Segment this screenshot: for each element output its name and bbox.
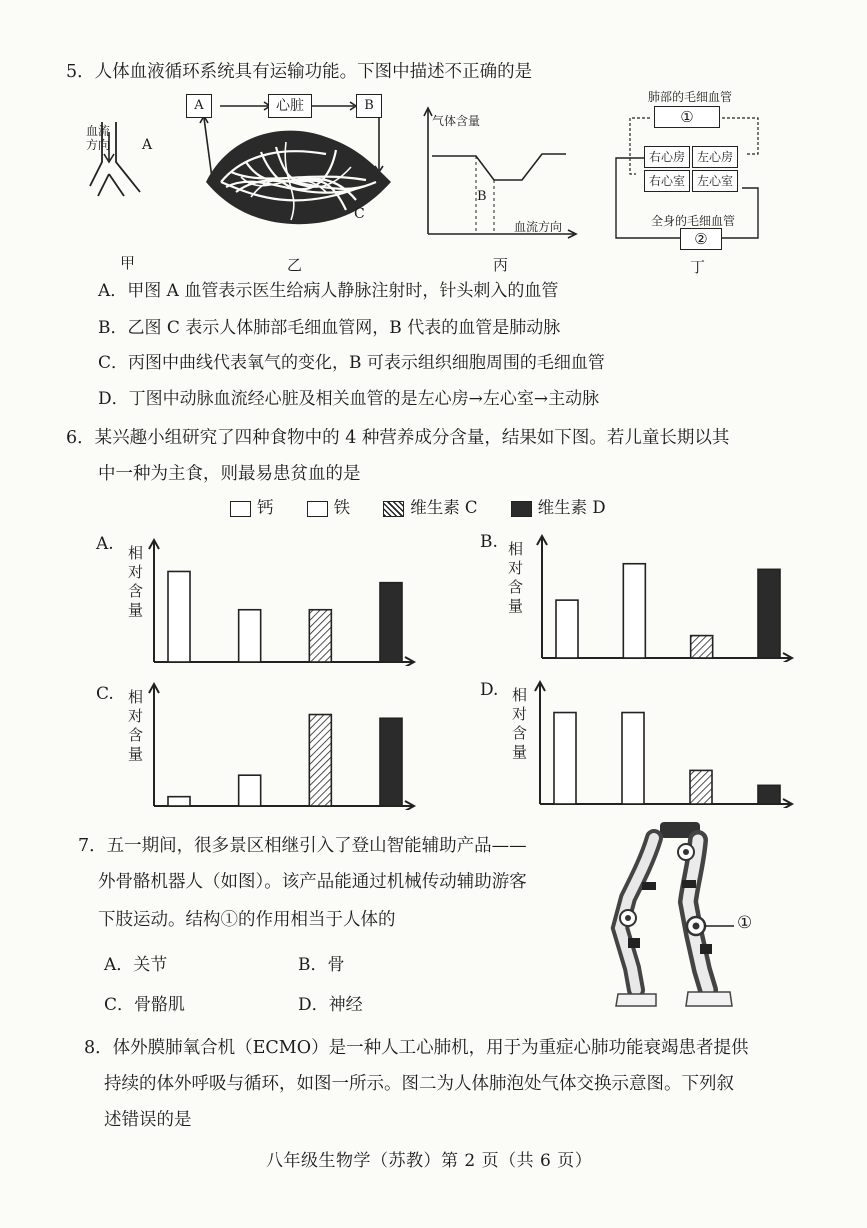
q6-stem-line2: 中一种为主食，则最易患贫血的是 (98, 464, 361, 484)
fig-ding-body-cap: 全身的毛细血管 (651, 214, 736, 228)
q8-line3: 述错误的是 (104, 1110, 192, 1130)
bar-vitamin-d (380, 583, 402, 662)
chart-c-title: C. (96, 684, 114, 704)
q5-option-a: A．甲图 A 血管表示医生给病人静脉注射时，针头刺入的血管 (98, 281, 559, 301)
legend-iron-swatch (307, 501, 328, 517)
fig-yi-label: 乙 (287, 256, 303, 274)
legend-calcium-swatch (230, 501, 251, 517)
q7-line3: 下肢运动。结构①的作用相当于人体的 (98, 910, 396, 930)
bar-vitamin-d (758, 785, 780, 804)
legend-iron (307, 494, 351, 518)
fig-jia-label: 甲 (120, 254, 136, 272)
q6-stem-line1: 6．某兴趣小组研究了四种食物中的 4 种营养成分含量，结果如下图。若儿童长期以其 (66, 428, 730, 448)
bar-vitamin-c (691, 636, 713, 658)
legend-vitd-swatch (511, 501, 532, 517)
chart-c-svg (148, 678, 418, 810)
q7-option-d: D．神经 (298, 995, 363, 1015)
q5-option-d: D．丁图中动脉血流经心脏及相关血管的是左心房→左心室→主动脉 (98, 389, 600, 409)
bar-calcium (168, 571, 190, 662)
legend-calcium-label: 钙 (257, 498, 274, 517)
chart-b-title: B. (480, 532, 498, 552)
chart-a-title: A. (96, 534, 114, 554)
fig-jia-A: A (142, 137, 153, 153)
page-footer: 八年级生物学（苏教）第 2 页（共 6 页） (266, 1151, 593, 1171)
q7-line1: 7．五一期间，很多景区相继引入了登山智能辅助产品—— (78, 836, 527, 856)
q5-option-c: C．丙图中曲线代表氧气的变化，B 可表示组织细胞周围的毛细血管 (98, 353, 605, 373)
fig-bing-ylabel: 气体含量 (432, 114, 481, 128)
fig-bing-label: 丙 (493, 256, 509, 274)
fig-ding-lung-cap: 肺部的毛细血管 (648, 90, 733, 104)
bar-iron (239, 610, 261, 662)
fig-bing-xlabel: 血流方向 (514, 220, 563, 234)
q7-option-c: C．骨骼肌 (104, 995, 186, 1015)
q7-option-a: A．关节 (104, 955, 168, 975)
legend-calcium (230, 494, 274, 518)
fig-bing-B: B (477, 189, 487, 204)
bar-vitamin-d (380, 718, 402, 806)
q6-legend (230, 494, 634, 518)
fig-yi-box-heart: 心脏 (268, 94, 312, 118)
fig-jia-flow-label: 血流 方向 (86, 124, 111, 152)
bar-vitamin-c (309, 715, 331, 806)
chart-d-ylabel: 相 对 含 量 (512, 686, 528, 761)
legend-vitc (383, 494, 477, 518)
chart-c-ylabel: 相 对 含 量 (128, 688, 144, 763)
q8-line1: 8．体外膜肺氧合机（ECMO）是一种人工心肺机，用于为重症心肺功能衰竭患者提供 (84, 1038, 749, 1058)
bar-iron (623, 564, 645, 658)
q5-stem: 5．人体血液循环系统具有运输功能。下图中描述不正确的是 (66, 62, 533, 82)
chart-d-svg (534, 676, 796, 808)
q7-line2: 外骨骼机器人（如图）。该产品能通过机械传动辅助游客 (98, 872, 527, 892)
legend-vitd (511, 494, 606, 518)
fig-yi-C: C (354, 206, 365, 222)
fig-ding-label: 丁 (690, 258, 706, 276)
bar-vitamin-c (309, 610, 331, 662)
fig-ding-rv: 右心室 (644, 170, 690, 192)
fig-ding-box-1: ① (654, 106, 720, 128)
chart-b-ylabel: 相 对 含 量 (508, 540, 524, 615)
exoskeleton-robot-image (598, 818, 758, 1010)
bar-vitamin-d (758, 569, 780, 658)
q5-option-b: B．乙图 C 表示人体肺部毛细血管网，B 代表的血管是肺动脉 (98, 318, 561, 338)
q7-option-b: B．骨 (298, 955, 345, 975)
fig-ding-lv: 左心室 (692, 170, 738, 192)
fig-yi-box-B: B (356, 94, 382, 118)
legend-iron-label: 铁 (333, 498, 351, 517)
chart-b-svg (536, 530, 796, 662)
bar-calcium (168, 797, 190, 806)
fig-yi-box-A: A (186, 94, 212, 118)
fig-ding-la: 左心房 (692, 146, 738, 168)
bar-iron (622, 713, 644, 804)
legend-vitc-label: 维生素 C (410, 498, 478, 517)
bar-calcium (554, 713, 576, 804)
legend-vitc-swatch (383, 501, 404, 517)
bar-calcium (556, 600, 578, 658)
q8-line2: 持续的体外呼吸与循环，如图一所示。图二为人体肺泡处气体交换示意图。下列叙 (104, 1074, 734, 1094)
fig-ding-box-2: ② (680, 228, 722, 250)
chart-a-svg (148, 534, 418, 666)
legend-vitd-label: 维生素 D (537, 498, 606, 517)
q7-marker-1: ① (737, 913, 753, 933)
chart-d-title: D. (480, 680, 499, 700)
bar-vitamin-c (690, 770, 712, 804)
chart-a-ylabel: 相 对 含 量 (128, 544, 144, 619)
bar-iron (239, 775, 261, 806)
fig-ding-ra: 右心房 (644, 146, 690, 168)
